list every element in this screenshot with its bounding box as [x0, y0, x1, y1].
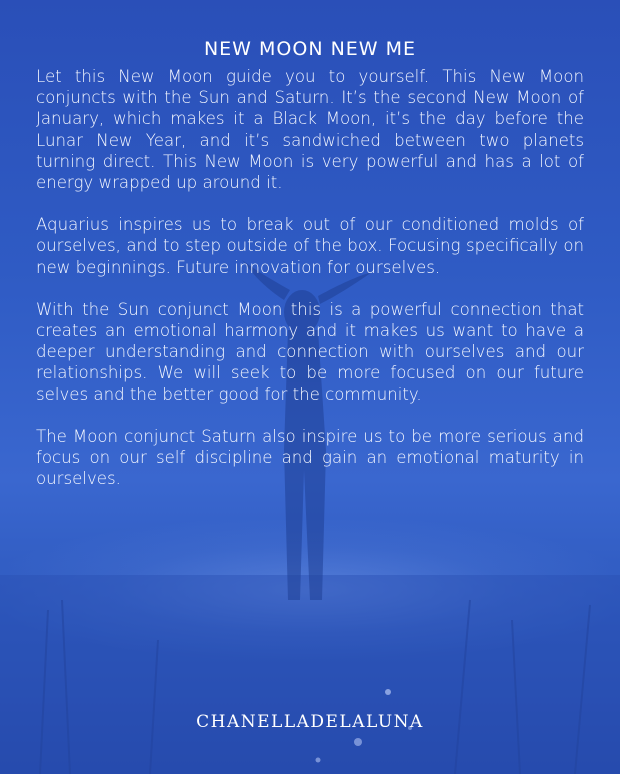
ground-haze — [0, 575, 620, 774]
signature: CHANELLADELALUNA — [196, 712, 424, 732]
page-title: NEW MOON NEW ME — [203, 38, 417, 60]
paragraph-1: Let this New Moon guide you to yourself. This New Moon conjuncts with the Sun and Saturn. It’s the second New Moon of January, which makes it a Black Moon, it’s the day before the Lunar New Year, and it’s sandwiched between two planets turning direct. This New Moon is very powerful and has a lot of energy wrapped up around it. — [36, 67, 584, 193]
paragraph-3: With the Sun conjunct Moon this is a powerful connection that creates an emotional harmony and it makes us want to have a deeper understanding and connection with ourselves and our relationships. We will seek to be more focused on our future selves and the better good for the community. — [36, 299, 584, 404]
paragraph-2: Aquarius inspires us to break out of our conditioned molds of ourselves, and to step outside of the box. Focusing specifically on new beginnings. Future innovation for ourselves. — [36, 215, 584, 277]
paragraph-4: The Moon conjunct Saturn also inspire us to be more serious and focus on our self discipline and gain an emotional maturity in ourselves. — [36, 426, 584, 489]
article-body — [36, 66, 584, 510]
